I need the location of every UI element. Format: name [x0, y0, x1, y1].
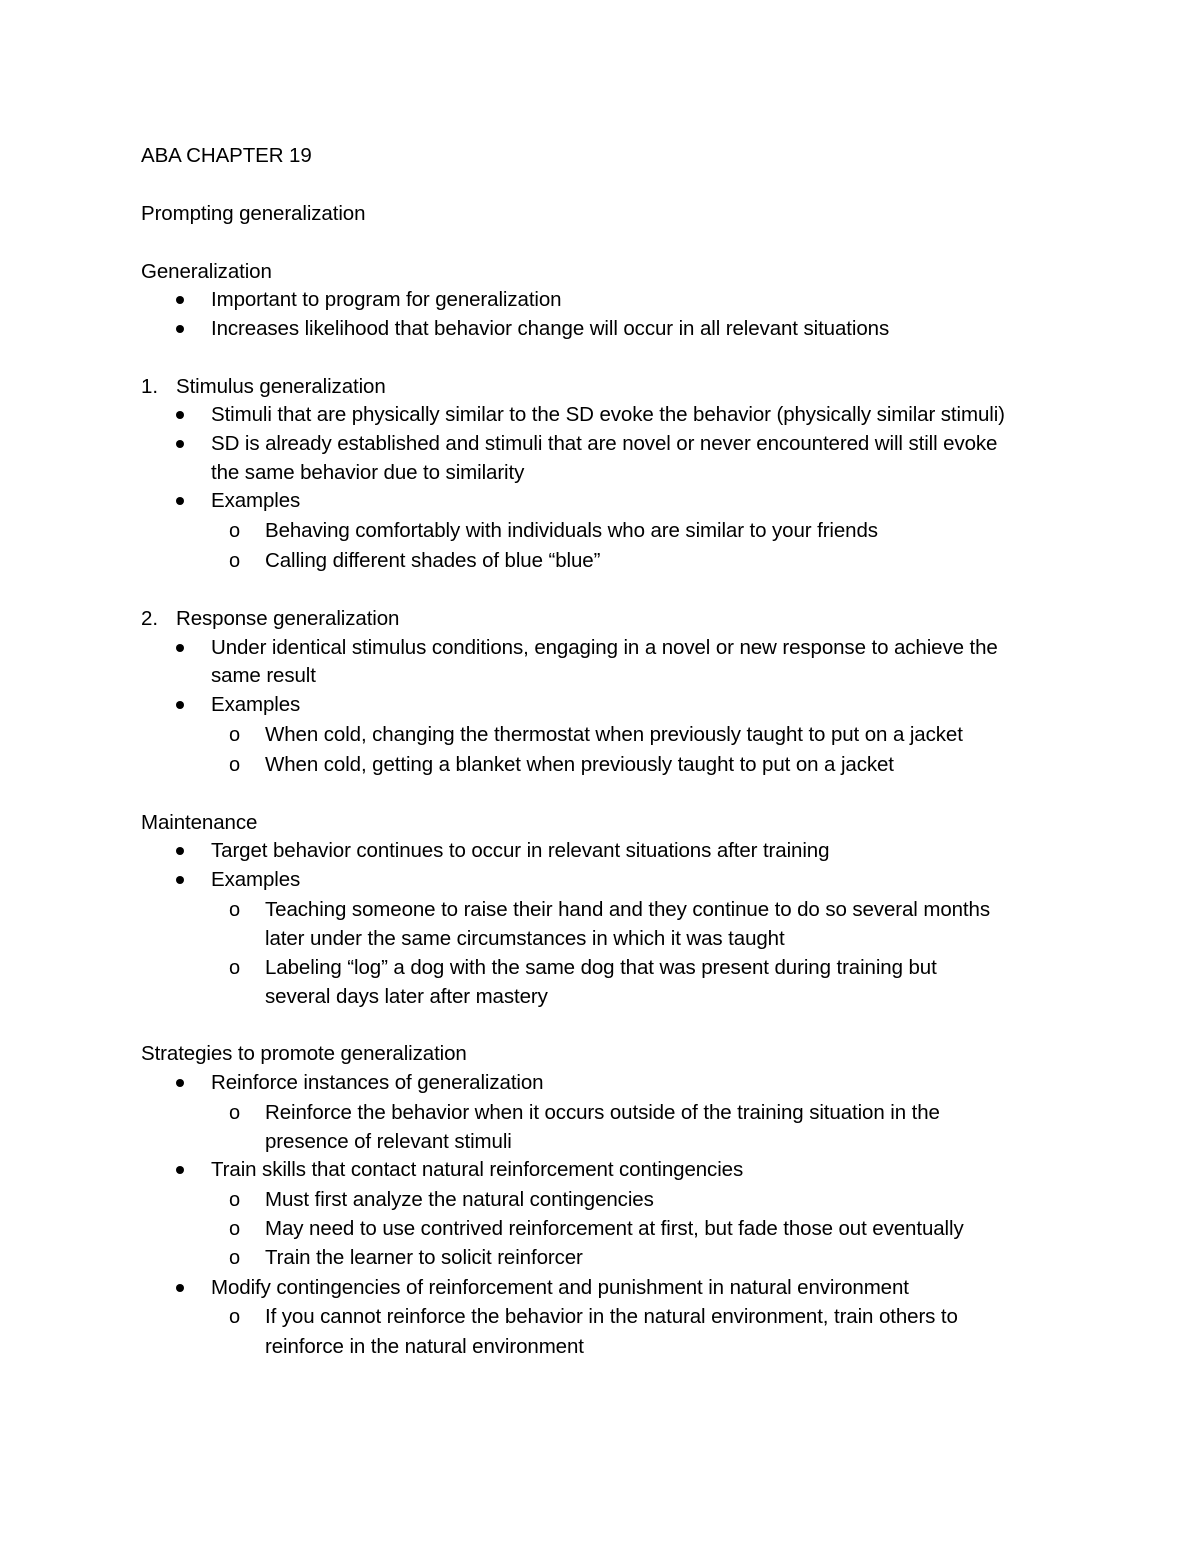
sub-list-item: If you cannot reinforce the behavior in the natural environment, train others to	[265, 1305, 958, 1328]
sub-bullet-icon: o	[229, 520, 241, 542]
sub-list-item: Teaching someone to raise their hand and they continue to do so several months	[265, 898, 990, 921]
sub-bullet-icon: o	[229, 1247, 241, 1269]
sub-list-item-continuation: later under the same circumstances in which it was taught	[265, 927, 785, 950]
bullet-icon	[176, 644, 184, 652]
sub-list-item: Calling different shades of blue “blue”	[265, 549, 601, 572]
sub-list-item: May need to use contrived reinforcement at first, but fade those out eventually	[265, 1217, 964, 1240]
sub-bullet-icon: o	[229, 1306, 241, 1328]
sub-bullet-icon: o	[229, 899, 241, 921]
list-item-continuation: same result	[211, 664, 316, 687]
sub-bullet-icon: o	[229, 1102, 241, 1124]
list-item: Under identical stimulus conditions, engaging in a novel or new response to achieve the	[211, 636, 998, 659]
list-item-continuation: the same behavior due to similarity	[211, 461, 525, 484]
sub-list-item: When cold, getting a blanket when previously taught to put on a jacket	[265, 753, 894, 776]
section-heading-response-generalization: Response generalization	[176, 607, 400, 630]
list-item: Target behavior continues to occur in relevant situations after training	[211, 839, 830, 862]
list-item: Important to program for generalization	[211, 288, 562, 311]
sub-bullet-icon: o	[229, 957, 241, 979]
list-number: 1.	[141, 375, 159, 398]
bullet-icon	[176, 1079, 184, 1087]
bullet-icon	[176, 1284, 184, 1292]
bullet-icon	[176, 847, 184, 855]
sub-list-item-continuation: several days later after mastery	[265, 985, 548, 1008]
list-item: Examples	[211, 868, 301, 891]
sub-list-item: Behaving comfortably with individuals who are similar to your friends	[265, 519, 878, 542]
list-number: 2.	[141, 607, 159, 630]
sub-list-item: Must first analyze the natural contingencies	[265, 1188, 654, 1211]
bullet-icon	[176, 411, 184, 419]
bullet-icon	[176, 325, 184, 333]
document-subtitle: Prompting generalization	[141, 202, 366, 225]
sub-bullet-icon: o	[229, 1189, 241, 1211]
sub-list-item: When cold, changing the thermostat when previously taught to put on a jacket	[265, 723, 963, 746]
section-heading-maintenance: Maintenance	[141, 811, 258, 834]
sub-list-item-continuation: reinforce in the natural environment	[265, 1335, 584, 1358]
list-item: Examples	[211, 489, 301, 512]
sub-bullet-icon: o	[229, 724, 241, 746]
list-item: Train skills that contact natural reinforcement contingencies	[211, 1158, 744, 1181]
sub-list-item: Labeling “log” a dog with the same dog that was present during training but	[265, 956, 937, 979]
list-item: SD is already established and stimuli that are novel or never encountered will still evoke	[211, 432, 998, 455]
bullet-icon	[176, 440, 184, 448]
section-heading-stimulus-generalization: Stimulus generalization	[176, 375, 386, 398]
bullet-icon	[176, 497, 184, 505]
sub-list-item: Reinforce the behavior when it occurs outside of the training situation in the	[265, 1101, 940, 1124]
section-heading-generalization: Generalization	[141, 260, 272, 283]
document-title: ABA CHAPTER 19	[141, 144, 312, 167]
sub-list-item-continuation: presence of relevant stimuli	[265, 1130, 512, 1153]
bullet-icon	[176, 296, 184, 304]
section-heading-strategies: Strategies to promote generalization	[141, 1042, 467, 1065]
bullet-icon	[176, 876, 184, 884]
bullet-icon	[176, 1166, 184, 1174]
sub-bullet-icon: o	[229, 1218, 241, 1240]
list-item: Examples	[211, 693, 301, 716]
list-item: Stimuli that are physically similar to the SD evoke the behavior (physically similar stimuli)	[211, 403, 1005, 426]
sub-list-item: Train the learner to solicit reinforcer	[265, 1246, 583, 1269]
list-item: Reinforce instances of generalization	[211, 1071, 544, 1094]
sub-bullet-icon: o	[229, 754, 241, 776]
bullet-icon	[176, 701, 184, 709]
sub-bullet-icon: o	[229, 550, 241, 572]
list-item: Increases likelihood that behavior change will occur in all relevant situations	[211, 317, 890, 340]
list-item: Modify contingencies of reinforcement and punishment in natural environment	[211, 1276, 909, 1299]
